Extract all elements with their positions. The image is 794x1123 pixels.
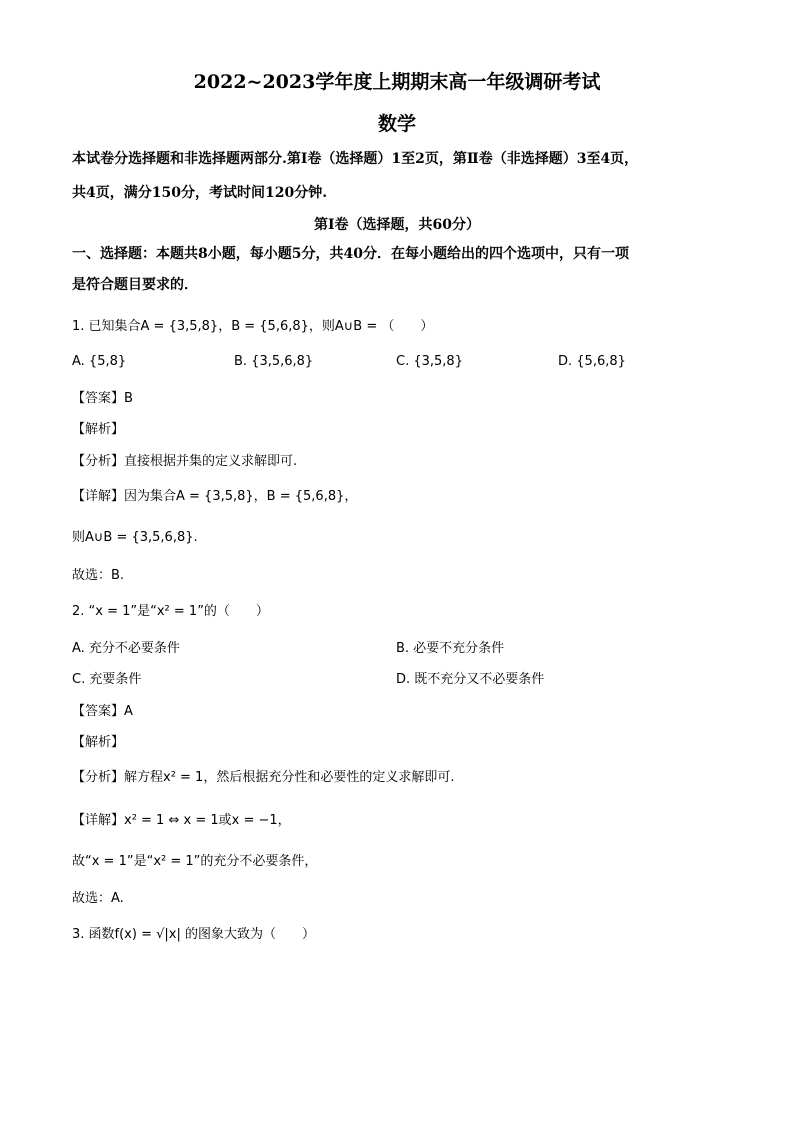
intro-line-1: 本试卷分选择题和非选择题两部分.第Ⅰ卷（选择题）1至2页，第Ⅱ卷（非选择题）3至4页， (72, 151, 639, 167)
q1-option-c: C. {3,5,8} (396, 354, 463, 369)
q1-step: 则A∪B = {3,5,6,8}. (72, 530, 198, 545)
q2-analysis-label: 【解析】 (72, 735, 125, 750)
q2-stem: 2. “x = 1”是“x² = 1”的（ ） (72, 604, 269, 619)
q1-stem: 1. 已知集合A = {3,5,8}，B = {5,6,8}，则A∪B = （ ） (72, 319, 434, 334)
q1-choice: 故选：B. (72, 568, 125, 583)
intro-line-2: 共4页，满分150分，考试时间120分钟. (72, 185, 328, 201)
q2-answer: 【答案】A (72, 704, 133, 719)
q1-xiangjie: 【详解】因为集合A = {3,5,8}，B = {5,6,8}， (72, 489, 358, 504)
subject-title: 数学 (377, 113, 416, 135)
q2-option-c: C. 充要条件 (72, 672, 142, 687)
section-heading-line-2: 是符合题目要求的． (72, 277, 198, 293)
q2-step: 故“x = 1”是“x² = 1”的充分不必要条件， (72, 854, 318, 869)
exam-title: 2022~2023学年度上期期末高一年级调研考试 (193, 71, 601, 93)
q2-xiangjie: 【详解】x² = 1 ⇔ x = 1或x = −1， (72, 813, 291, 828)
q1-answer: 【答案】B (72, 391, 133, 406)
q2-choice: 故选：A. (72, 891, 124, 906)
q1-fenxi: 【分析】直接根据并集的定义求解即可. (72, 454, 298, 469)
q2-option-b: B. 必要不充分条件 (396, 641, 505, 656)
part1-heading: 第Ⅰ卷（选择题，共60分） (313, 217, 481, 233)
q1-option-b: B. {3,5,6,8} (234, 354, 314, 369)
q2-fenxi: 【分析】解方程x² = 1，然后根据充分性和必要性的定义求解即可. (72, 770, 455, 785)
q2-option-d: D. 既不充分又不必要条件 (396, 672, 545, 687)
section-heading-line-1: 一、选择题：本题共8小题，每小题5分，共40分．在每小题给出的四个选项中，只有一项 (72, 246, 629, 262)
q3-stem: 3. 函数f(x) = √|x| 的图象大致为（ ） (72, 927, 315, 942)
q1-option-a: A. {5,8} (72, 354, 127, 369)
q1-analysis-label: 【解析】 (72, 422, 125, 437)
q1-option-d: D. {5,6,8} (558, 354, 626, 369)
q2-option-a: A. 充分不必要条件 (72, 641, 180, 656)
